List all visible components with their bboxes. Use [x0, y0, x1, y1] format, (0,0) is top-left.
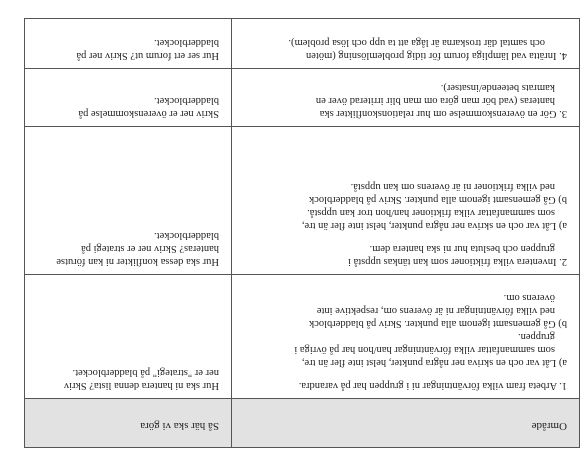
row-1-title: 1. Arbeta fram vilka förväntningar ni i gruppen har på varandra.	[298, 380, 567, 391]
row-1-b-line1: b) Gå gemensamt igenom alla punkter. Skriv på bladderblock	[308, 318, 567, 329]
row-2-b-line2: ned vilka friktioner ni är överens om kan uppstå.	[350, 181, 555, 192]
row-1-plan	[25, 275, 232, 399]
row-1-plan-line2: ner er "strategi" på bladderblocket.	[72, 367, 219, 378]
row-3-line3: kamrats beteende/insatser).	[440, 82, 555, 93]
row-2-title-line1: 2. Inventera vilka friktioner som kan tänkas uppstå i	[348, 256, 567, 267]
row-1-b-line2: ned vilka förväntningar ni är överens om, respektive inte	[316, 305, 555, 316]
row-2-a-line2: som sammanfattar vilka friktioner han/hon tror kan uppstå.	[307, 207, 555, 218]
row-2-area	[232, 127, 580, 275]
row-2-plan-line3: bladderblocket.	[153, 230, 219, 241]
row-1-a-line2: som sammanfattar vilka förväntningar han/hon har på övriga i	[294, 344, 555, 355]
row-1-b-line3: överens om.	[503, 292, 555, 303]
row-3-line1: 3. Gör en överenskommelse om hur relationskonflikter ska	[319, 108, 567, 119]
table-row	[25, 69, 580, 127]
table-row	[25, 127, 580, 275]
row-4-plan-line1: Hur ser ert forum ut? Skriv ner på	[76, 50, 219, 61]
row-4-plan	[25, 19, 232, 69]
row-2-title-line2: gruppen och besluta hur ni ska hantera dem.	[369, 243, 555, 254]
row-3-line2: hanteras (vad bör man göra om man blir irriterad över en	[315, 95, 555, 106]
row-2-plan-line1: Hur ska dessa konflikter ni kan förutse	[56, 256, 219, 267]
row-1-area	[232, 275, 580, 399]
header-area: Område	[232, 399, 580, 448]
row-2-a-line1: a) Låt var och en skriva ner några punkter, helst inte fler än tre,	[301, 220, 567, 231]
row-1-plan-line1: Hur ska ni hantera denna lista? Skriv	[63, 380, 219, 391]
row-4-area	[232, 19, 580, 69]
row-3-plan	[25, 69, 232, 127]
row-2-plan-line2: hanteras? Skriv ner er strategi på	[81, 243, 219, 254]
row-3-plan-line2: bladderblocket.	[153, 95, 219, 106]
row-2-plan	[25, 127, 232, 275]
table-row	[25, 275, 580, 399]
row-2-b-line1: b) Gå gemensamt igenom alla punkter. Skriv på bladderblock	[308, 194, 567, 205]
row-4-line1: 4. Inrätta vad lämpliga forum för tidig problemlösning (möten	[306, 50, 567, 61]
row-4-plan-line2: bladderblocket.	[153, 37, 219, 48]
row-1-a-line1: a) Låt var och en skriva ner några punkter, helst inte fler än tre,	[301, 357, 567, 368]
header-plan: Så här ska vi göra	[25, 399, 232, 448]
row-1-a-line3: gruppen.	[517, 331, 555, 342]
row-3-area	[232, 69, 580, 127]
table-row	[25, 19, 580, 69]
planning-table	[24, 18, 580, 448]
row-4-line2: och samtal där troskarna är låga att ta upp och lösa problem).	[288, 37, 545, 48]
table-header-row	[25, 399, 580, 448]
row-3-plan-line1: Skriv ner er överenskommelse på	[78, 108, 219, 119]
